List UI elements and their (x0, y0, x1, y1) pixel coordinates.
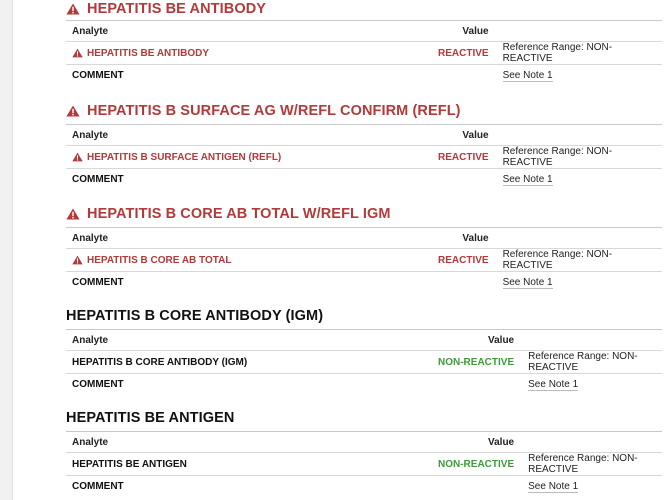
value-column-header: Value (462, 25, 489, 37)
section-title (66, 407, 662, 429)
section-title-text: HEPATITIS B SURFACE AG W/REFL CONFIRM (REFL) (87, 103, 461, 119)
see-note-link[interactable]: See Note 1 (528, 480, 579, 492)
result-section (66, 305, 662, 394)
comment-row (66, 374, 662, 395)
analyte-column-header: Analyte (72, 334, 109, 346)
value-column-header: Value (487, 436, 515, 448)
warning-triangle-icon (72, 255, 83, 265)
warning-triangle-icon (72, 152, 83, 162)
see-note-link[interactable]: See Note 1 (502, 276, 553, 288)
section-title-text: HEPATITIS BE ANTIBODY (87, 1, 267, 17)
result-section (66, 407, 662, 496)
warning-triangle-icon (72, 48, 83, 58)
reference-range: Reference Range: NON-REACTIVE (528, 351, 638, 373)
see-note-link[interactable]: See Note 1 (502, 69, 553, 81)
analyte-name: HEPATITIS B CORE ANTIBODY (IGM) (72, 356, 248, 368)
section-title-text: HEPATITIS B CORE AB TOTAL W/REFL IGM (87, 206, 391, 222)
reference-range: Reference Range: NON-REACTIVE (528, 453, 638, 475)
results-table (66, 20, 662, 85)
result-section (66, 203, 662, 292)
comment-row (66, 169, 662, 190)
table-header-row (66, 21, 662, 42)
result-section (66, 100, 662, 189)
analyte-column-header: Analyte (72, 436, 109, 448)
section-title-text: HEPATITIS B CORE ANTIBODY (IGM) (66, 308, 324, 324)
results-table (66, 124, 662, 189)
left-rail (0, 0, 13, 500)
results-table (66, 431, 662, 496)
warning-triangle-icon (66, 105, 80, 117)
comment-row (66, 65, 662, 86)
see-note-link[interactable]: See Note 1 (528, 378, 579, 390)
table-header-row (66, 125, 662, 146)
reference-range: Reference Range: NON-REACTIVE (502, 249, 613, 271)
section-title (66, 0, 662, 20)
analyte-column-header: Analyte (72, 129, 109, 141)
result-value: REACTIVE (438, 47, 489, 59)
analyte-name: HEPATITIS BE ANTIGEN (72, 458, 187, 470)
comment-label: COMMENT (72, 276, 124, 288)
section-title-text: HEPATITIS BE ANTIGEN (66, 410, 235, 426)
section-title (66, 100, 662, 122)
section-title (66, 305, 662, 327)
table-row (66, 42, 662, 65)
analyte-column-header: Analyte (72, 232, 109, 244)
table-row (66, 351, 662, 374)
table-header-row (66, 228, 662, 249)
value-column-header: Value (487, 334, 515, 346)
analyte-name: HEPATITIS BE ANTIBODY (72, 48, 438, 59)
table-row (66, 146, 662, 169)
table-header-row (66, 330, 662, 351)
comment-label: COMMENT (72, 378, 124, 390)
comment-label: COMMENT (72, 173, 124, 185)
table-header-row (66, 432, 662, 453)
reference-range: Reference Range: NON-REACTIVE (502, 42, 613, 64)
results-table (66, 329, 662, 394)
analyte-name: HEPATITIS B SURFACE ANTIGEN (REFL) (72, 152, 438, 163)
table-row (66, 453, 662, 476)
section-title (66, 203, 662, 225)
result-value: NON-REACTIVE (438, 356, 515, 368)
result-value: NON-REACTIVE (438, 458, 515, 470)
analyte-name: HEPATITIS B CORE AB TOTAL (72, 255, 438, 266)
result-value: REACTIVE (438, 151, 489, 163)
table-row (66, 249, 662, 272)
warning-triangle-icon (66, 3, 80, 15)
results-table (66, 227, 662, 292)
value-column-header: Value (462, 129, 489, 141)
value-column-header: Value (462, 232, 489, 244)
result-section (66, 0, 662, 85)
comment-row (66, 272, 662, 293)
reference-range: Reference Range: NON-REACTIVE (502, 146, 613, 168)
analyte-column-header: Analyte (72, 25, 109, 37)
comment-label: COMMENT (72, 69, 124, 81)
comment-row (66, 476, 662, 497)
see-note-link[interactable]: See Note 1 (502, 173, 553, 185)
comment-label: COMMENT (72, 480, 124, 492)
result-value: REACTIVE (438, 254, 489, 266)
warning-triangle-icon (66, 208, 80, 220)
